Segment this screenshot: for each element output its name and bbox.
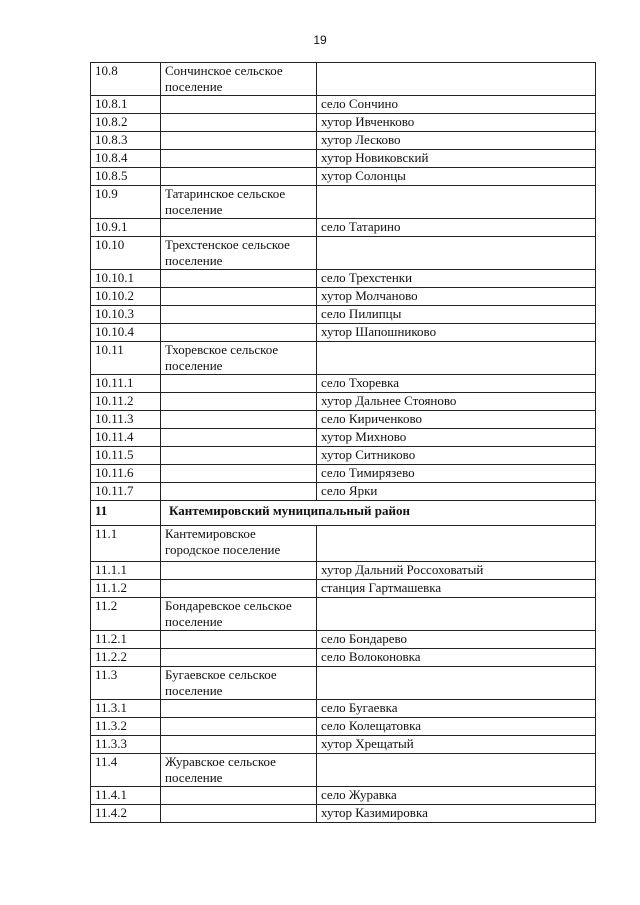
locality-name: село Тимирязево [317, 465, 596, 483]
table-row [91, 562, 596, 580]
locality-name: село Сончино [317, 96, 596, 114]
district-row [91, 501, 596, 526]
row-number: 11.3 [91, 667, 161, 700]
locality-name: хутор Молчаново [317, 288, 596, 306]
locality-name: хутор Хрещатый [317, 736, 596, 754]
row-number: 11.1.1 [91, 562, 161, 580]
settlement-name [161, 324, 317, 342]
locality-name: хутор Казимировка [317, 805, 596, 823]
table-row [91, 132, 596, 150]
locality-name: хутор Ситниково [317, 447, 596, 465]
locality-name: село Колещатовка [317, 718, 596, 736]
row-number: 11.2 [91, 598, 161, 631]
locality-name [317, 526, 596, 562]
row-number: 10.8.4 [91, 150, 161, 168]
settlement-name: Трехстенское сельское поселение [161, 237, 317, 270]
row-number: 10.8 [91, 63, 161, 96]
settlements-table-body [91, 63, 596, 823]
locality-name [317, 754, 596, 787]
row-number: 11.1.2 [91, 580, 161, 598]
row-number: 11.4.2 [91, 805, 161, 823]
settlement-name [161, 429, 317, 447]
row-number: 10.8.5 [91, 168, 161, 186]
settlement-name [161, 700, 317, 718]
locality-name: хутор Дальний Россоховатый [317, 562, 596, 580]
row-number: 10.10.1 [91, 270, 161, 288]
locality-name: хутор Новиковский [317, 150, 596, 168]
table-row [91, 96, 596, 114]
table-row [91, 393, 596, 411]
row-number: 10.8.3 [91, 132, 161, 150]
row-number: 10.10.3 [91, 306, 161, 324]
locality-name [317, 237, 596, 270]
table-row [91, 805, 596, 823]
settlement-name [161, 270, 317, 288]
row-number: 10.10 [91, 237, 161, 270]
settlement-name: Бугаевское сельское поселение [161, 667, 317, 700]
table-row [91, 700, 596, 718]
table-row [91, 483, 596, 501]
locality-name: хутор Лесково [317, 132, 596, 150]
table-row [91, 288, 596, 306]
settlement-name [161, 718, 317, 736]
row-number: 10.11.3 [91, 411, 161, 429]
row-number: 10.8.2 [91, 114, 161, 132]
settlement-name [161, 580, 317, 598]
settlement-name [161, 114, 317, 132]
settlement-name [161, 631, 317, 649]
settlement-name [161, 96, 317, 114]
locality-name: станция Гартмашевка [317, 580, 596, 598]
table-row [91, 465, 596, 483]
settlement-name [161, 649, 317, 667]
row-number: 11.4 [91, 754, 161, 787]
table-row [91, 114, 596, 132]
settlement-name [161, 306, 317, 324]
table-row [91, 580, 596, 598]
settlement-name [161, 736, 317, 754]
settlement-name [161, 483, 317, 501]
row-number: 10.11.4 [91, 429, 161, 447]
settlement-name: Журавское сельское поселение [161, 754, 317, 787]
table-row [91, 270, 596, 288]
table-row [91, 526, 596, 562]
row-number: 11.2.2 [91, 649, 161, 667]
row-number: 10.9.1 [91, 219, 161, 237]
table-row [91, 598, 596, 631]
table-row [91, 63, 596, 96]
row-number: 10.11.6 [91, 465, 161, 483]
locality-name: хутор Ивченково [317, 114, 596, 132]
settlement-name [161, 219, 317, 237]
table-row [91, 324, 596, 342]
row-number: 10.11.1 [91, 375, 161, 393]
locality-name: село Волоконовка [317, 649, 596, 667]
settlement-name [161, 288, 317, 306]
row-number: 10.9 [91, 186, 161, 219]
locality-name: село Бондарево [317, 631, 596, 649]
table-row [91, 186, 596, 219]
row-number: 10.8.1 [91, 96, 161, 114]
locality-name: село Пилипцы [317, 306, 596, 324]
row-number: 10.10.4 [91, 324, 161, 342]
settlement-name [161, 787, 317, 805]
table-row [91, 447, 596, 465]
locality-name: хутор Михново [317, 429, 596, 447]
row-number: 11.3.1 [91, 700, 161, 718]
settlement-name [161, 168, 317, 186]
settlement-name [161, 150, 317, 168]
locality-name: село Трехстенки [317, 270, 596, 288]
row-number: 11.2.1 [91, 631, 161, 649]
settlement-name [161, 393, 317, 411]
row-number: 10.10.2 [91, 288, 161, 306]
settlement-name: Тхоревское сельское поселение [161, 342, 317, 375]
row-number: 11 [91, 501, 161, 526]
table-row [91, 631, 596, 649]
table-row [91, 736, 596, 754]
settlement-name: Татаринское сельское поселение [161, 186, 317, 219]
settlement-name [161, 411, 317, 429]
locality-name: село Кириченково [317, 411, 596, 429]
settlement-name: Кантемировское городское поселение [161, 526, 317, 562]
settlements-table [90, 62, 596, 823]
table-row [91, 429, 596, 447]
settlement-name [161, 805, 317, 823]
locality-name [317, 598, 596, 631]
locality-name [317, 667, 596, 700]
row-number: 10.11.2 [91, 393, 161, 411]
table-row [91, 667, 596, 700]
row-number: 11.1 [91, 526, 161, 562]
table-row [91, 375, 596, 393]
settlement-name: Сончинское сельское поселение [161, 63, 317, 96]
table-row [91, 168, 596, 186]
settlement-name [161, 465, 317, 483]
table-row [91, 787, 596, 805]
settlement-name [161, 375, 317, 393]
table-row [91, 342, 596, 375]
table-row [91, 411, 596, 429]
district-name: Кантемировский муниципальный район [161, 501, 596, 526]
row-number: 10.11 [91, 342, 161, 375]
locality-name: хутор Дальнее Стояново [317, 393, 596, 411]
locality-name: село Тхоревка [317, 375, 596, 393]
locality-name [317, 342, 596, 375]
locality-name [317, 63, 596, 96]
settlement-name: Бондаревское сельское поселение [161, 598, 317, 631]
locality-name: село Журавка [317, 787, 596, 805]
row-number: 10.11.5 [91, 447, 161, 465]
table-row [91, 237, 596, 270]
row-number: 11.3.3 [91, 736, 161, 754]
settlement-name [161, 447, 317, 465]
settlement-name [161, 562, 317, 580]
locality-name [317, 186, 596, 219]
row-number: 10.11.7 [91, 483, 161, 501]
table-row [91, 649, 596, 667]
table-row [91, 306, 596, 324]
locality-name: село Бугаевка [317, 700, 596, 718]
locality-name: село Татарино [317, 219, 596, 237]
table-row [91, 718, 596, 736]
row-number: 11.4.1 [91, 787, 161, 805]
table-row [91, 219, 596, 237]
row-number: 11.3.2 [91, 718, 161, 736]
settlement-name [161, 132, 317, 150]
locality-name: хутор Шапошниково [317, 324, 596, 342]
locality-name: село Ярки [317, 483, 596, 501]
page-number: 19 [313, 33, 327, 47]
table-row [91, 150, 596, 168]
table-row [91, 754, 596, 787]
locality-name: хутор Солонцы [317, 168, 596, 186]
